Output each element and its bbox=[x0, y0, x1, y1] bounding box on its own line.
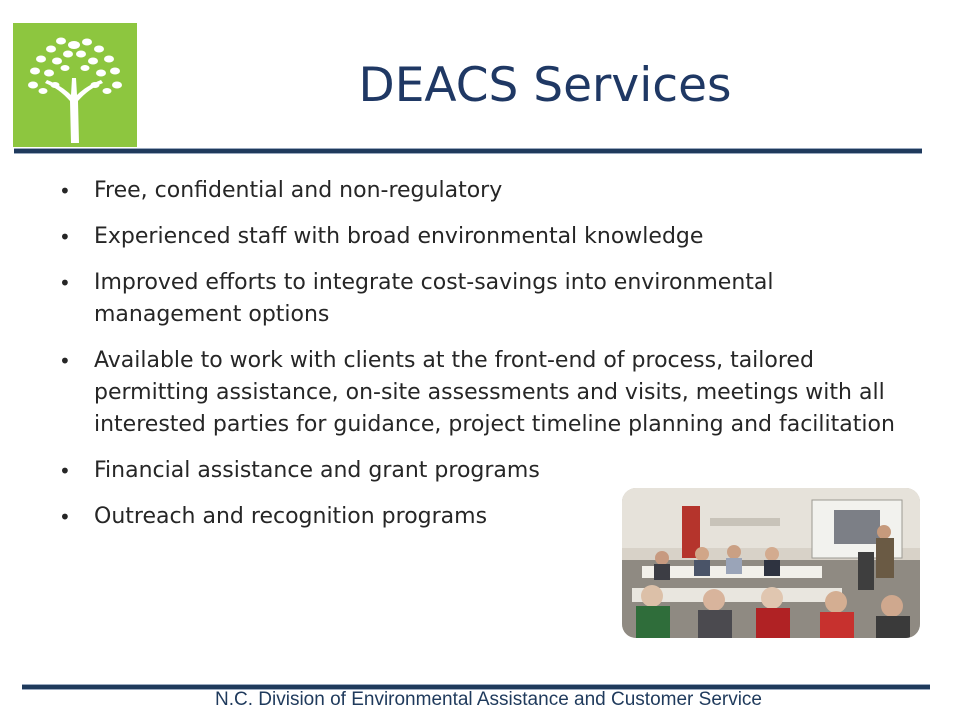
bullet-dot: • bbox=[59, 459, 71, 483]
bullet-text: Available to work with clients at the front-end of process, tailored permitting assistance, on-site assessments and visits, meetings with all interested parties for guidance, project timeline planning and facilitation bbox=[94, 348, 895, 437]
bullet-text: Free, confidential and non-regulatory bbox=[94, 178, 503, 203]
meeting-illustration bbox=[622, 488, 920, 638]
bullet-text: Outreach and recognition programs bbox=[94, 504, 488, 529]
bullet-text: Improved efforts to integrate cost-savings into environmental management options bbox=[94, 270, 774, 327]
bullet-item bbox=[57, 455, 907, 487]
bullet-item bbox=[57, 175, 907, 207]
bullet-dot: • bbox=[59, 349, 71, 373]
bullet-dot: • bbox=[59, 179, 71, 203]
bullet-dot: • bbox=[59, 225, 71, 249]
bullet-item bbox=[57, 345, 907, 441]
bullet-dot: • bbox=[59, 505, 71, 529]
slide-title: DEACS Services bbox=[358, 58, 732, 113]
tree-logo bbox=[13, 23, 137, 147]
bullet-text: Experienced staff with broad environmental knowledge bbox=[94, 224, 704, 249]
bullet-text: Financial assistance and grant programs bbox=[94, 458, 540, 483]
footer-text: N.C. Division of Environmental Assistance and Customer Service bbox=[215, 689, 763, 710]
bullet-item bbox=[57, 267, 907, 331]
tree-icon bbox=[13, 23, 137, 147]
bullet-dot: • bbox=[59, 271, 71, 295]
bullet-item bbox=[57, 221, 907, 253]
title-divider bbox=[14, 148, 922, 154]
meeting-photo bbox=[622, 488, 920, 638]
